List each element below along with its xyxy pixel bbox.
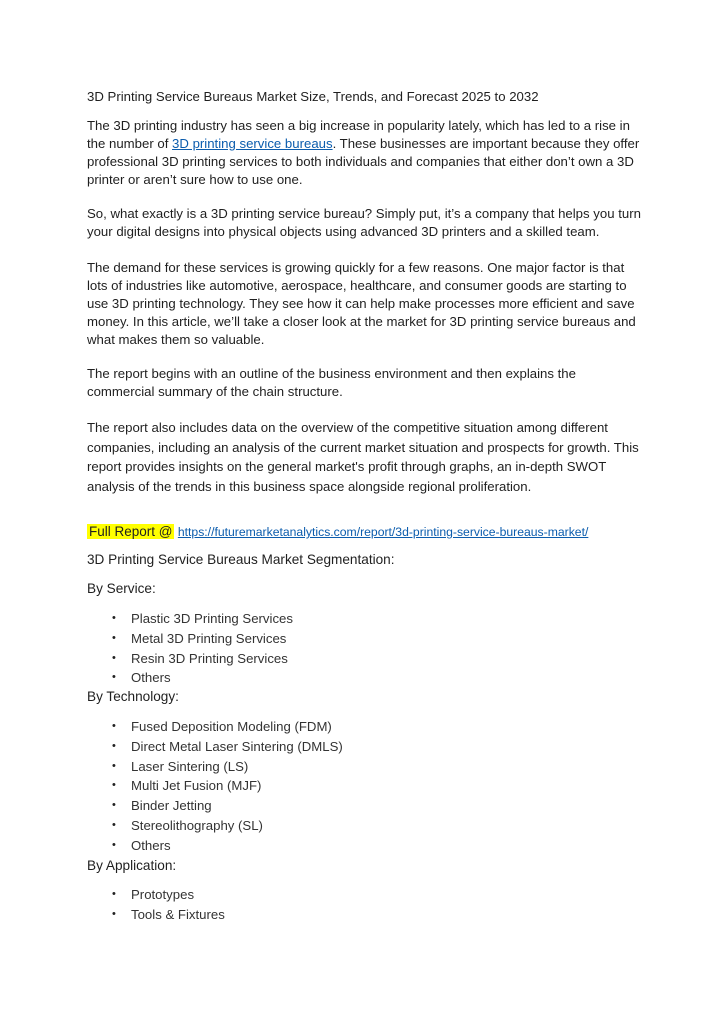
bullet-icon: • bbox=[112, 671, 116, 684]
bullet-icon: • bbox=[112, 739, 116, 752]
bullet-icon: • bbox=[112, 888, 116, 900]
bullet-icon: • bbox=[112, 631, 116, 644]
bullet-icon: • bbox=[112, 907, 116, 920]
full-report-link[interactable]: https://futuremarketanalytics.com/report/3d-printing-service-bureaus-market/ bbox=[177, 525, 589, 539]
list-item-text: Plastic 3D Printing Services bbox=[131, 611, 293, 626]
list-item-text: Metal 3D Printing Services bbox=[131, 630, 287, 646]
technology-list bbox=[110, 717, 343, 856]
list-item-text: Binder Jetting bbox=[131, 798, 212, 814]
list-item-text: Fused Deposition Modeling (FDM) bbox=[131, 719, 332, 734]
list-item bbox=[110, 796, 343, 816]
service-bureaus-link[interactable]: 3D printing service bureaus bbox=[172, 136, 333, 151]
bullet-icon: • bbox=[112, 612, 116, 624]
list-item bbox=[110, 905, 225, 925]
list-item-text: Tools & Fixtures bbox=[131, 906, 225, 922]
list-item bbox=[110, 757, 343, 777]
list-item bbox=[110, 717, 343, 737]
by-application-heading: By Application: bbox=[87, 858, 177, 873]
intro-text-after-link: . These businesses are important because they offer professional 3D printing services to both individuals and companies that either don’t own a 3D printer or aren’t sure how to use one. bbox=[87, 136, 640, 187]
bullet-icon: • bbox=[112, 818, 116, 831]
bullet-icon: • bbox=[112, 759, 116, 772]
definition-paragraph: So, what exactly is a 3D printing service bureau? Simply put, it’s a company that helps you turn your digital designs into physical objects using advanced 3D printers and a skilled team. bbox=[87, 206, 641, 239]
list-item bbox=[110, 629, 293, 649]
list-item bbox=[110, 737, 343, 757]
segmentation-heading: 3D Printing Service Bureaus Market Segmentation: bbox=[87, 552, 395, 567]
list-item-text: Others bbox=[131, 837, 171, 853]
list-item-text: Multi Jet Fusion (MJF) bbox=[131, 778, 262, 794]
service-list bbox=[110, 609, 293, 688]
list-item-text: Laser Sintering (LS) bbox=[131, 758, 249, 774]
by-service-heading: By Service: bbox=[87, 581, 156, 596]
list-item bbox=[110, 816, 343, 836]
list-item bbox=[110, 885, 225, 905]
list-item-text: Direct Metal Laser Sintering (DMLS) bbox=[131, 738, 343, 754]
list-item-text: Prototypes bbox=[131, 887, 195, 902]
intro-text-before-link: The 3D printing industry has seen a big increase in popularity lately, which has led to a rise in the number of bbox=[87, 118, 630, 151]
list-item bbox=[110, 649, 293, 669]
list-item-text: Resin 3D Printing Services bbox=[131, 650, 288, 666]
list-item bbox=[110, 836, 343, 856]
list-item-text: Stereolithography (SL) bbox=[131, 817, 263, 833]
report-details-paragraph: The report also includes data on the overview of the competitive situation among different companies, including an analysis of the current market situation and prospects for growth. This report provides insights on the general market's profit through graphs, an in-depth SWOT analysis of the trends in this business space alongside regional proliferation. bbox=[87, 420, 639, 494]
bullet-icon: • bbox=[112, 651, 116, 664]
bullet-icon: • bbox=[112, 838, 116, 851]
report-outline-paragraph: The report begins with an outline of the business environment and then explains the commercial summary of the chain structure. bbox=[87, 366, 576, 399]
intro-paragraph bbox=[87, 117, 647, 189]
document-title: 3D Printing Service Bureaus Market Size, Trends, and Forecast 2025 to 2032 bbox=[87, 89, 539, 104]
bullet-icon: • bbox=[112, 720, 116, 732]
by-technology-heading: By Technology: bbox=[87, 689, 179, 704]
list-item bbox=[110, 668, 293, 688]
full-report-line bbox=[87, 523, 647, 541]
demand-paragraph: The demand for these services is growing quickly for a few reasons. One major factor is that lots of industries like automotive, aerospace, healthcare, and consumer goods are starting to use 3D printing technology. They see how it can help make processes more efficient and save money. In this article, we’ll take a closer look at the market for 3D printing service bureaus and what makes them so valuable. bbox=[87, 260, 636, 347]
application-list bbox=[110, 885, 225, 925]
bullet-icon: • bbox=[112, 779, 116, 792]
full-report-label: Full Report @ bbox=[89, 524, 173, 539]
list-item bbox=[110, 609, 293, 629]
list-item-text: Others bbox=[131, 670, 171, 686]
list-item bbox=[110, 776, 343, 796]
bullet-icon: • bbox=[112, 799, 116, 812]
